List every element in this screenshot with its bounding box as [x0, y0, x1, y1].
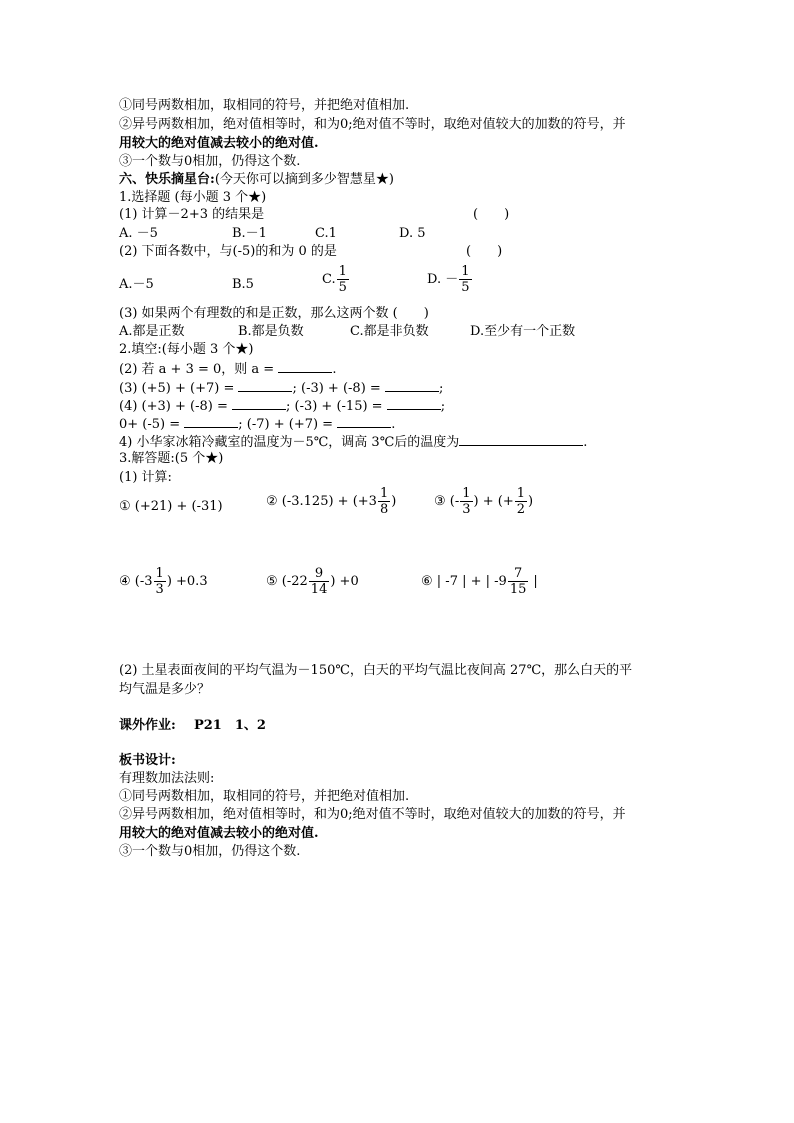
fraction-one-third-b: $\frac{1}{3}$ [155, 566, 164, 597]
answer-blank[interactable] [459, 432, 583, 446]
q1-p3-opt-d: D.至少有一个正数 [470, 324, 576, 339]
q1-p1-stem: (1) 计算－2+3 的结果是 [119, 207, 265, 222]
q2-line-3: (4) (+3) + (-8) = ; (-3) + (-15) = ; [119, 396, 445, 415]
q1-p2-opt-a: A.－5 [119, 277, 154, 292]
expr-3: ③ (- $\frac{1}{3}$ ) + (+ $\frac{1}{2}$ ) [434, 486, 534, 517]
q1-p1-paren: ( ) [473, 207, 510, 222]
fraction-seven-fifteenths: $\frac{7}{15}$ [509, 566, 527, 597]
rule-2b: 用较大的绝对值减去较小的绝对值. [119, 136, 319, 151]
q2-header: 2.填空:(每小题 3 个★) [119, 342, 254, 357]
homework [119, 717, 266, 734]
q1-header: 1.选择题 (每小题 3 个★) [119, 190, 267, 205]
q2-line-5: 4) 小华家冰箱冷藏室的温度为－5℃，调高 3℃后的温度为 . [119, 432, 587, 451]
answer-blank[interactable] [238, 378, 292, 392]
q1-p3-opt-b: B.都是负数 [238, 324, 304, 339]
expr-2: ② (-3.125) + (+3 $\frac{1}{8}$ ) [266, 486, 397, 517]
q3-sub2-line1: (2) 土星表面夜间的平均气温为－150℃，白天的平均气温比夜间高 27℃，那么白天的平 [119, 663, 633, 678]
q1-p2-paren: ( ) [466, 244, 503, 259]
q1-p2-stem: (2) 下面各数中，与(-5)的和为 0 的是 [119, 244, 337, 259]
answer-blank[interactable] [337, 414, 391, 428]
board-intro: 有理数加法法则: [119, 771, 215, 786]
answer-blank[interactable] [387, 396, 441, 410]
q2-line-1: (2) 若 a + 3 = 0，则 a = . [119, 359, 336, 378]
fraction-one-fifth-neg: $\frac{1}{5}$ [461, 264, 470, 295]
expr-4: ④ (-3 $\frac{1}{3}$ ) +0.3 [119, 566, 208, 597]
rule-1: ①同号两数相加，取相同的符号，并把绝对值相加. [119, 98, 410, 113]
section-subtitle: (今天你可以摘到多少智慧星★) [214, 172, 394, 187]
expr-1: ① (+21) + (-31) [119, 499, 223, 514]
q3-header: 3.解答题:(5 个★) [119, 451, 224, 466]
board-rule-3: ③一个数与0相加，仍得这个数. [119, 844, 301, 859]
homework-content: P21 1、2 [193, 718, 266, 733]
q1-p1-opt-b: B.－1 [232, 226, 267, 241]
answer-blank[interactable] [184, 414, 238, 428]
board-rule-2b: 用较大的绝对值减去较小的绝对值. [119, 826, 319, 841]
q1-p1-opt-d: D. 5 [399, 226, 426, 241]
answer-blank[interactable] [385, 378, 439, 392]
q1-p1-opt-c: C.1 [315, 226, 337, 241]
section-title-line [119, 171, 394, 188]
fraction-one-fifth: $\frac{1}{5}$ [338, 264, 347, 295]
q1-p1-opt-a: A. －5 [119, 226, 158, 241]
board-title: 板书设计: [119, 753, 176, 768]
q1-p3-stem: (3) 如果两个有理数的和是正数，那么这两个数 ( ) [119, 306, 429, 321]
expr-5: ⑤ (-22 $\frac{9}{14}$ ) +0 [266, 566, 359, 597]
q1-p3-opt-c: C.都是非负数 [350, 324, 429, 339]
fraction-one-eighth: $\frac{1}{8}$ [379, 486, 389, 517]
board-rule-2a: ②异号两数相加，绝对值相等时，和为0;绝对值不等时，取绝对值较大的加数的符号，并 [119, 807, 626, 822]
q3-sub1: (1) 计算: [119, 470, 172, 485]
q1-p2-opt-b: B.5 [232, 277, 254, 292]
answer-blank[interactable] [278, 359, 332, 373]
board-rule-1: ①同号两数相加，取相同的符号，并把绝对值相加. [119, 789, 410, 804]
fraction-one-half: $\frac{1}{2}$ [516, 486, 526, 517]
q1-p3-opt-a: A.都是正数 [119, 324, 185, 339]
fraction-nine-fourteenths: $\frac{9}{14}$ [310, 566, 328, 597]
section-title: 六、快乐摘星台: [119, 172, 215, 187]
q2-line-4: 0+ (-5) = ; (-7) + (+7) = . [119, 414, 395, 433]
homework-label: 课外作业: [119, 718, 176, 733]
rule-3: ③一个数与0相加，仍得这个数. [119, 154, 301, 169]
answer-blank[interactable] [232, 396, 286, 410]
q1-p2-opt-c: C. $\frac{1}{5}$ [322, 264, 347, 295]
q2-line-2: (3) (+5) + (+7) = ; (-3) + (-8) = ; [119, 378, 443, 397]
fraction-one-third: $\frac{1}{3}$ [462, 486, 471, 517]
expr-6: ⑥ | -7 | + | -9 $\frac{7}{15}$ | [421, 566, 538, 597]
q3-sub2-line2: 均气温是多少？ [119, 682, 211, 697]
rule-2a: ②异号两数相加，绝对值相等时，和为0;绝对值不等时，取绝对值较大的加数的符号，并 [119, 117, 626, 132]
q1-p2-opt-d: D. － $\frac{1}{5}$ [427, 264, 470, 295]
